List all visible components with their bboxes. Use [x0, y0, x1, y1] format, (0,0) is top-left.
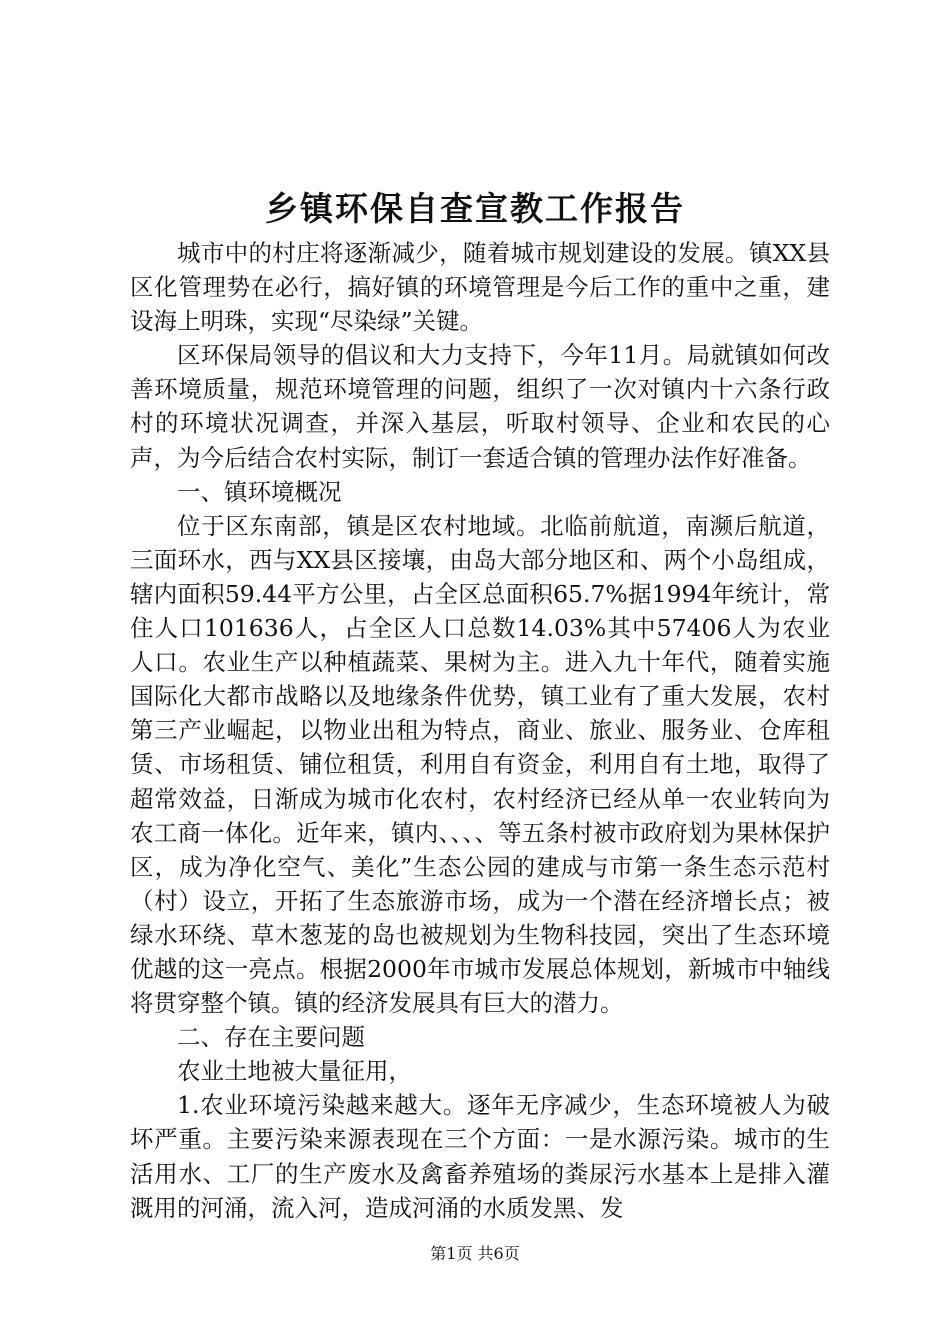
paragraph: 1.农业环境污染越来越大。逐年无序减少，生态环境被人为破坏严重。主要污染来源表现在三个方面：一是水源污染。城市的生活用水、工厂的生产废水及禽畜养殖场的粪尿污水基本上是排入灌溉用的河涌，流入河，造成河涌的水质发黑、发 — [130, 1091, 830, 1222]
section-heading: 二、存在主要问题 — [177, 1023, 365, 1052]
paragraph: 区环保局领导的倡议和大力支持下，今年11月。局就镇如何改善环境质量，规范环境管理的问题，组织了一次对镇内十六条行政村的环境状况调查，并深入基层，听取村领导、企业和农民的心声，为今后结合农村实际，制订一套适合镇的管理办法作好准备。 — [130, 341, 830, 472]
page-footer: 第1页 共6页 — [430, 1244, 520, 1263]
paragraph: 农业土地被大量征用， — [177, 1057, 412, 1086]
document-title: 乡镇环保自查宣教工作报告 — [265, 189, 685, 228]
section-heading: 一、镇环境概况 — [177, 477, 342, 506]
paragraph: 位于区东南部，镇是区农村地域。北临前航道，南濒后航道，三面环水，西与XX县区接壤，由岛大部分地区和、两个小岛组成，辖内面积59.44平方公里，占全区总面积65.7%据1994年统计，常住人口101636人，占全区人口总数14.03%其中57406人为农业人口。农业生产以种植蔬菜、果树为主。进入九十年代，随着实施国际化大都市战略以及地缘条件优势，镇工业有了重大发展，农村第三产业崛起，以物业出租为特点，商业、旅业、服务业、仓库租赁、市场租赁、铺位租赁，利用自有资金，利用自有土地，取得了超常效益，日渐成为城市化农村，农村经济已经从单一农业转向为农工商一体化。近年来，镇内、、、、等五条村被市政府划为果林保护区，成为净化空气、美化”生态公园的建成与市第一条生态示范村（村）设立，开拓了生态旅游市场，成为一个潜在经济增长点；被绿水环绕、草木葱茏的岛也被规划为生物科技园，突出了生态环境优越的这一亮点。根据2000年市城市发展总体规划，新城市中轴线将贯穿整个镇。镇的经济发展具有巨大的潜力。 — [130, 511, 830, 1018]
paragraph: 城市中的村庄将逐渐减少，随着城市规划建设的发展。镇XX县区化管理势在必行，搞好镇的环境管理是今后工作的重中之重，建设海上明珠，实现“尽染绿”关键。 — [130, 239, 830, 336]
document-body — [130, 236, 830, 1225]
